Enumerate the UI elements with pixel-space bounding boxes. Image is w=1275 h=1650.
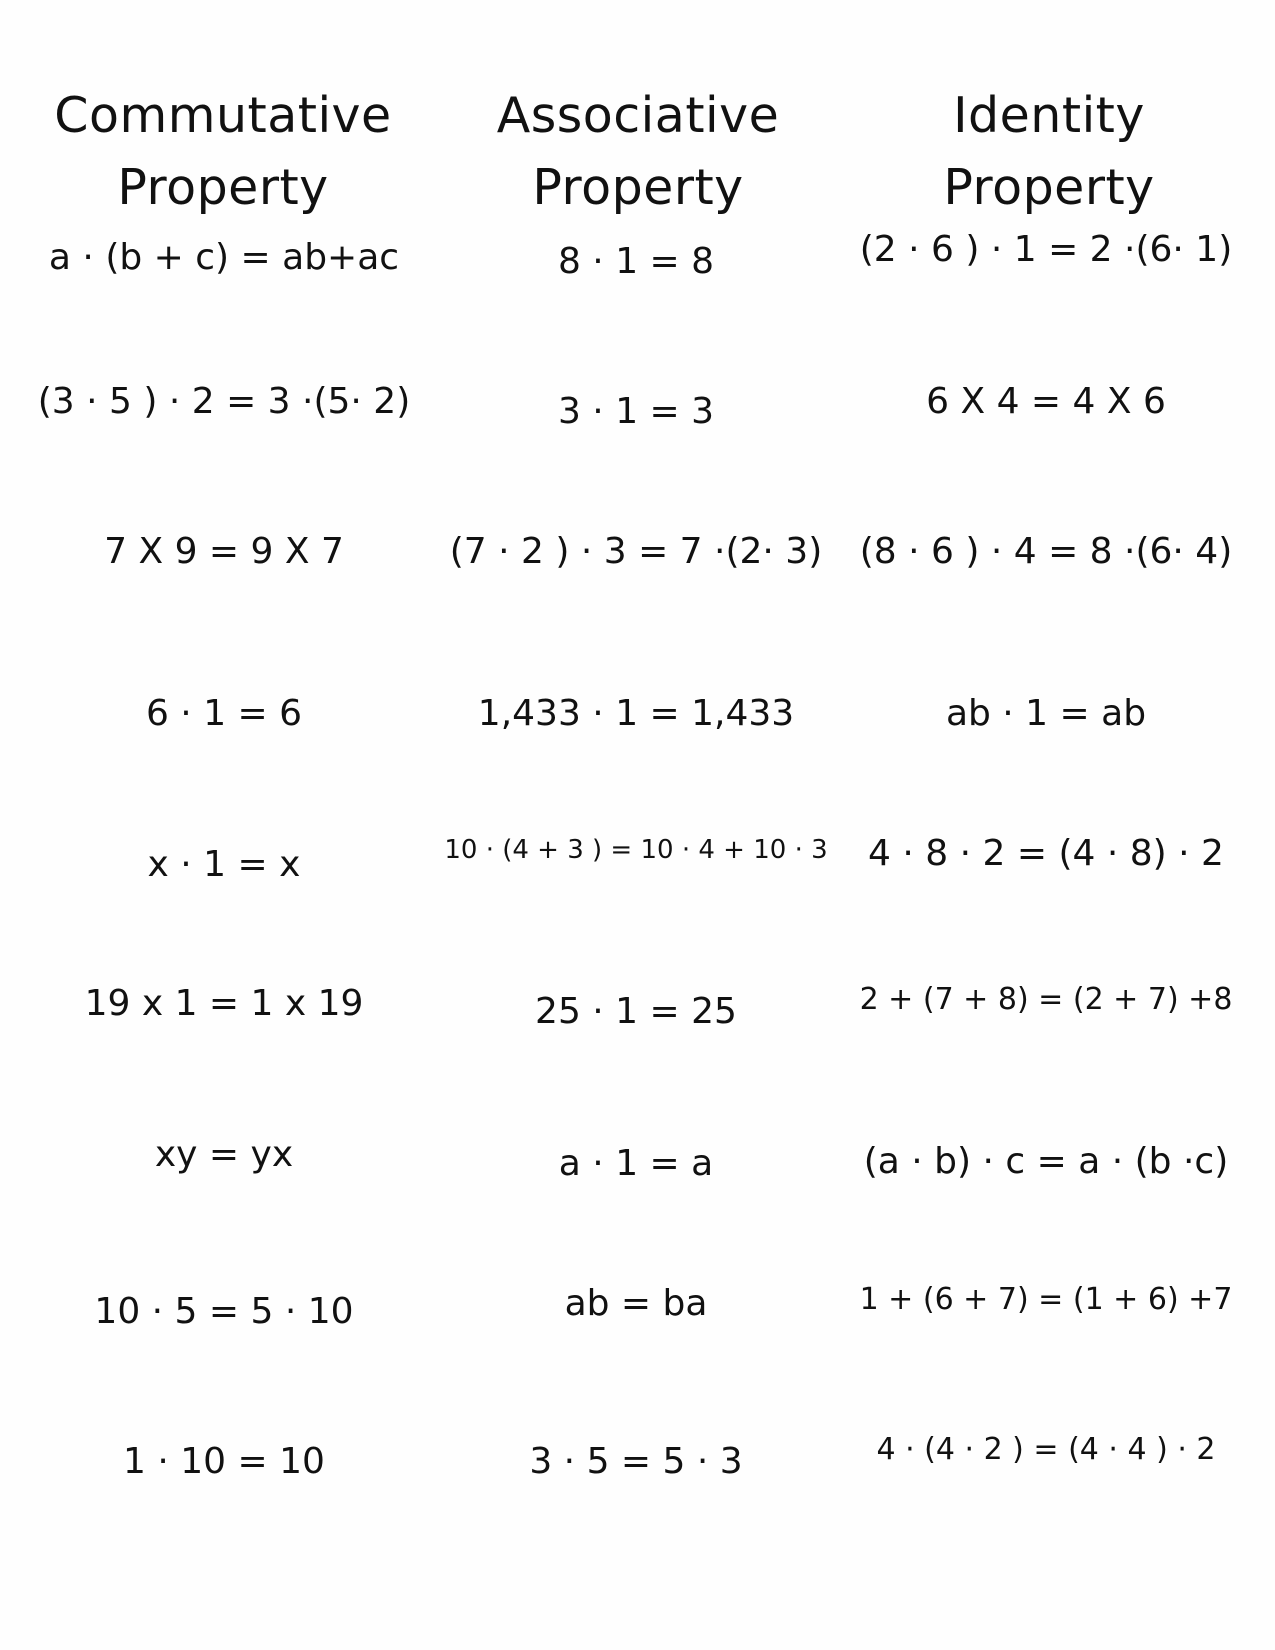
commutative-equation-6: 19 x 1 = 1 x 19 [84, 983, 364, 1024]
identity-equation-1: (2 · 6 ) · 1 = 2 ·(6· 1) [859, 229, 1233, 270]
identity-equation-4: ab · 1 = ab [945, 693, 1147, 734]
commutative-equation-1: a · (b + c) = ab+ac [48, 237, 400, 278]
associative-equation-3: (7 · 2 ) · 3 = 7 ·(2· 3) [449, 531, 823, 572]
identity-equation-2: 6 X 4 = 4 X 6 [926, 381, 1166, 422]
commutative-equation-9: 1 · 10 = 10 [123, 1441, 325, 1482]
heading-identity-line1: Identity [953, 87, 1145, 144]
identity-equation-6: 2 + (7 + 8) = (2 + 7) +8 [859, 982, 1233, 1017]
commutative-equation-4: 6 · 1 = 6 [145, 693, 303, 734]
identity-equation-5: 4 · 8 · 2 = (4 · 8) · 2 [868, 833, 1224, 874]
heading-commutative-line1: Commutative [54, 87, 392, 144]
associative-equation-5: 10 · (4 + 3 ) = 10 · 4 + 10 · 3 [444, 835, 828, 865]
identity-equation-3: (8 · 6 ) · 4 = 8 ·(6· 4) [859, 531, 1233, 572]
associative-equation-8: ab = ba [564, 1283, 708, 1324]
associative-equation-1: 8 · 1 = 8 [557, 241, 715, 282]
identity-equation-8: 1 + (6 + 7) = (1 + 6) +7 [859, 1282, 1233, 1317]
identity-equation-9: 4 · (4 · 2 ) = (4 · 4 ) · 2 [876, 1432, 1216, 1467]
associative-equation-4: 1,433 · 1 = 1,433 [477, 693, 795, 734]
heading-identity-line2: Property [943, 159, 1155, 216]
associative-equation-7: a · 1 = a [558, 1143, 714, 1184]
heading-associative-line2: Property [532, 159, 744, 216]
commutative-equation-8: 10 · 5 = 5 · 10 [94, 1291, 354, 1332]
identity-equation-7: (a · b) · c = a · (b ·c) [863, 1141, 1229, 1182]
associative-equation-6: 25 · 1 = 25 [535, 991, 737, 1032]
heading-associative-property [458, 80, 818, 224]
commutative-equation-2: (3 · 5 ) · 2 = 3 ·(5· 2) [37, 381, 411, 422]
commutative-equation-5: x · 1 = x [147, 844, 301, 885]
commutative-equation-7: xy = yx [154, 1134, 294, 1175]
associative-equation-2: 3 · 1 = 3 [557, 391, 715, 432]
heading-commutative-property [43, 80, 403, 224]
heading-identity-property [869, 80, 1229, 224]
associative-equation-9: 3 · 5 = 5 · 3 [529, 1441, 743, 1482]
heading-commutative-line2: Property [117, 159, 329, 216]
heading-associative-line1: Associative [496, 87, 780, 144]
commutative-equation-3: 7 X 9 = 9 X 7 [104, 531, 344, 572]
